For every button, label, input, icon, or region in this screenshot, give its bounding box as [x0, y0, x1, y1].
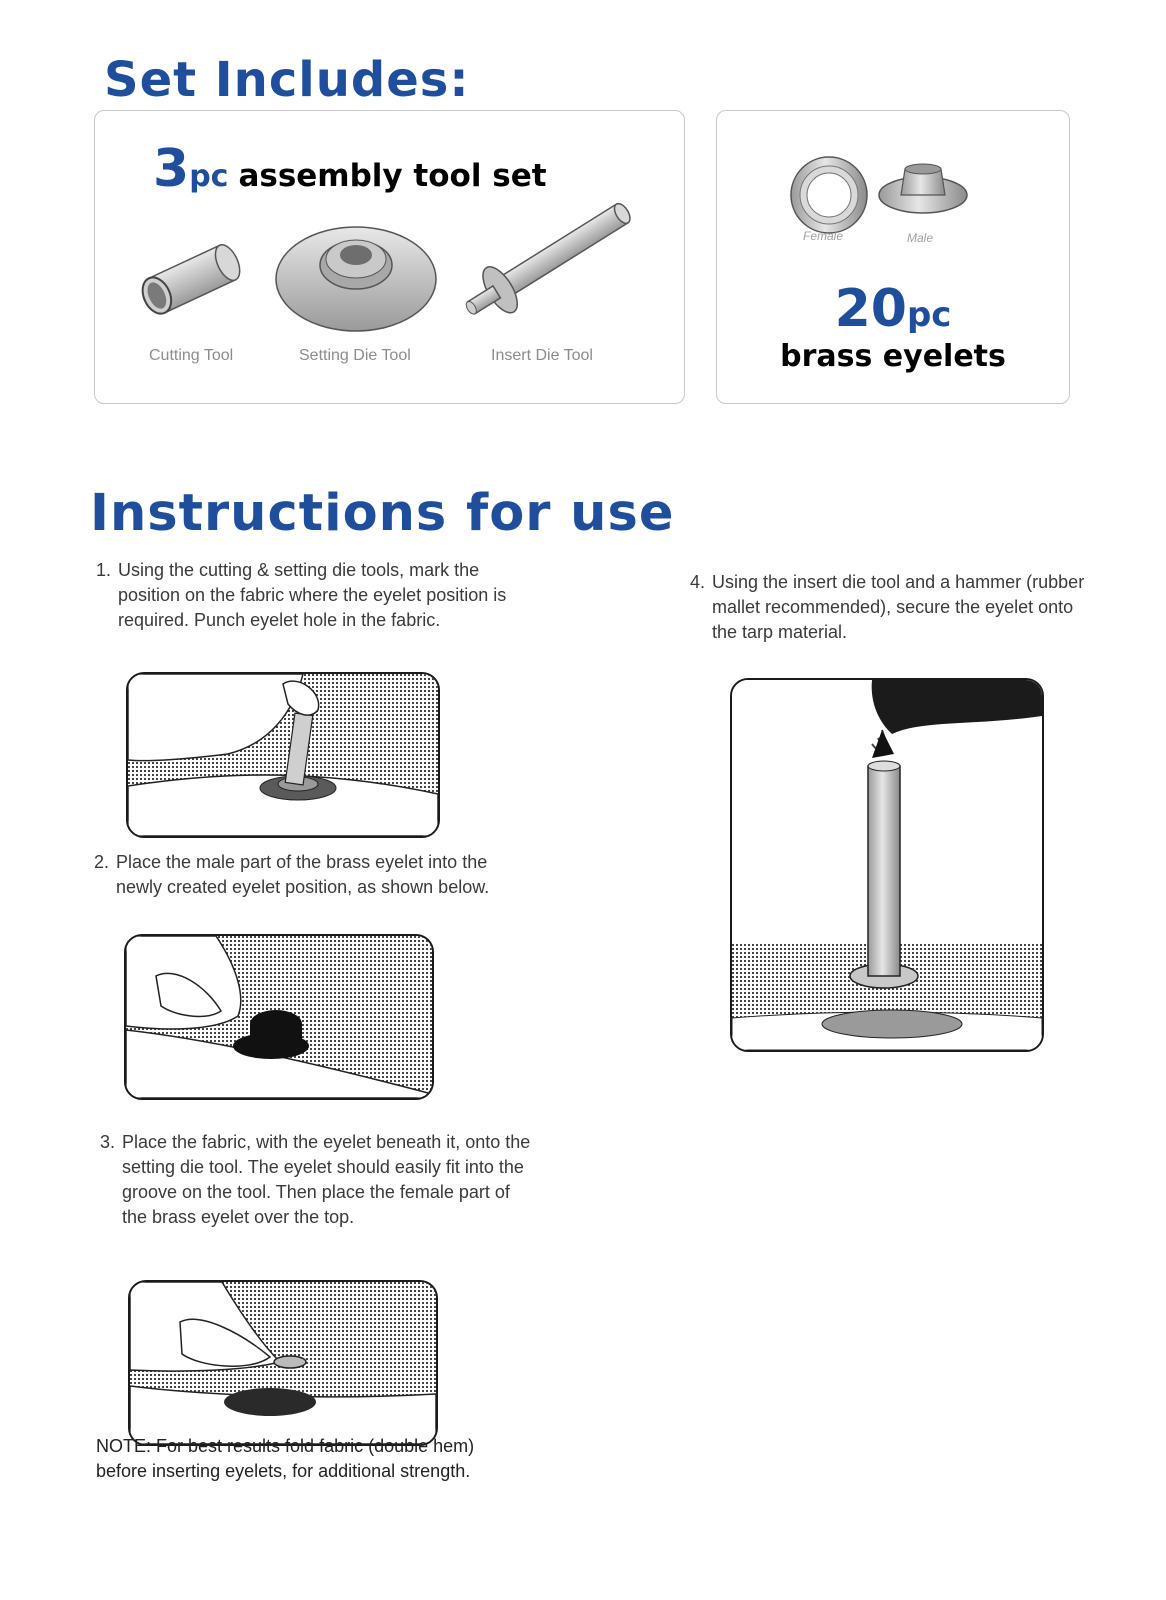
step-4-text: Using the insert die tool and a hammer (rubber mallet recommended), secure the eyelet onto the tarp material. — [712, 572, 1085, 642]
tool-qty-unit: pc — [189, 159, 229, 194]
tool-set-description: assembly tool set — [238, 158, 547, 194]
step-2 — [94, 850, 536, 900]
setting-die-tool-image — [273, 215, 439, 333]
step-4 — [690, 570, 1092, 645]
insert-die-tool-image — [449, 195, 639, 325]
cutting-tool-label: Cutting Tool — [149, 347, 234, 364]
female-eyelet-label: Female — [803, 229, 844, 243]
tool-qty-number: 3 — [153, 139, 190, 199]
step-3-number: 3. — [100, 1132, 116, 1152]
step-3 — [100, 1130, 532, 1230]
setting-die-tool-label: Setting Die Tool — [299, 347, 411, 364]
eyelet-qty-number: 20 — [834, 279, 907, 339]
eyelet-description: brass eyelets — [780, 339, 1006, 374]
step-1 — [96, 558, 518, 633]
step-2-text: Place the male part of the brass eyelet into the newly created eyelet position, as shown below. — [116, 852, 490, 897]
tool-set-card — [94, 110, 685, 404]
step-4-illustration — [730, 678, 1044, 1052]
insert-die-tool-label: Insert Die Tool — [491, 347, 593, 364]
eyelet-qty-unit: pc — [906, 295, 952, 335]
eyelet-quantity — [717, 279, 1069, 339]
step-1-illustration — [126, 672, 440, 838]
step-1-number: 1. — [96, 560, 112, 580]
male-eyelet-label: Male — [907, 231, 934, 245]
step-1-text: Using the cutting & setting die tools, mark the position on the fabric where the eyelet position is required. Punch eyelet hole in the fabric. — [118, 560, 507, 630]
step-2-number: 2. — [94, 852, 110, 872]
female-eyelet-image — [787, 153, 871, 237]
note-text: NOTE: For best results fold fabric (double hem) before inserting eyelets, for additional strength. — [96, 1436, 475, 1481]
male-eyelet-image — [875, 159, 971, 219]
set-includes-heading: Set Includes: — [104, 52, 470, 108]
tool-set-quantity — [153, 139, 547, 199]
eyelets-card — [716, 110, 1070, 404]
step-3-text: Place the fabric, with the eyelet beneath it, onto the setting die tool. The eyelet should easily fit into the groove on the tool. Then place the female part of the brass eyelet over the top. — [122, 1132, 531, 1227]
cutting-tool-image — [135, 239, 245, 319]
step-3-illustration — [128, 1280, 438, 1446]
instructions-heading: Instructions for use — [90, 484, 675, 543]
step-2-illustration — [124, 934, 434, 1100]
step-4-number: 4. — [690, 572, 706, 592]
